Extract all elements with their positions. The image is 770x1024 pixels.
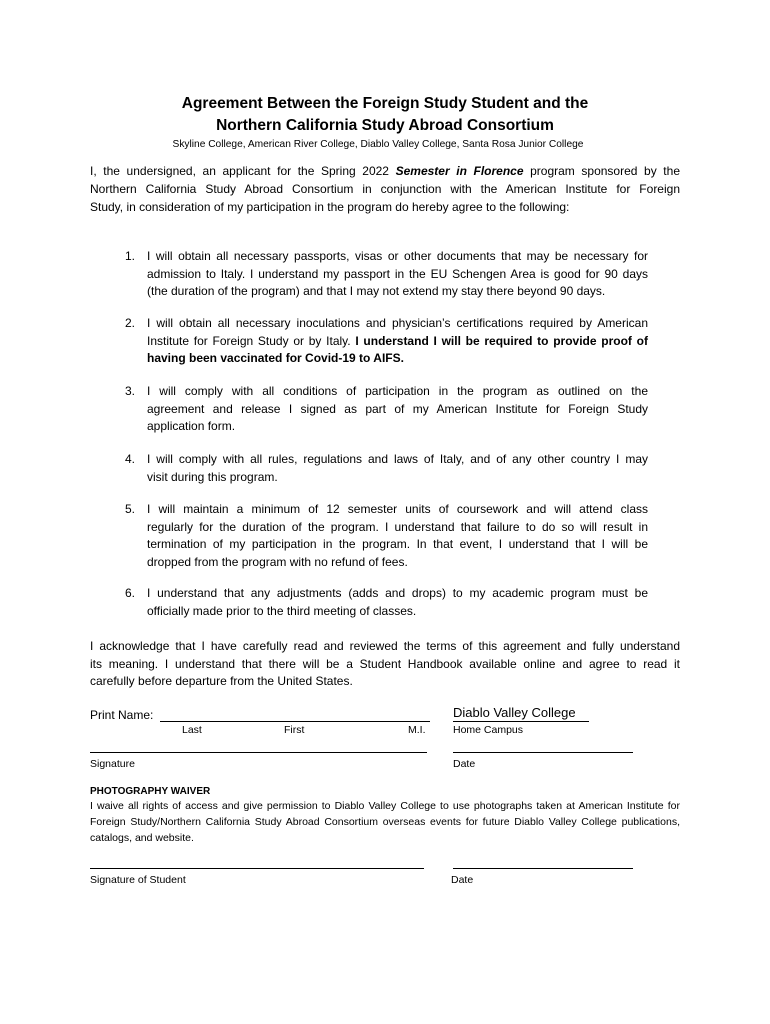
waiver-line: catalogs, and website.: [90, 832, 194, 844]
home-campus-field[interactable]: [453, 705, 589, 722]
item-number: 6.: [125, 586, 136, 600]
acknowledgment-line: carefully before departure from the United States.: [90, 674, 353, 688]
item-text-line: admission to Italy. I understand my passport in the EU Schengen Area is good for 90 days: [147, 266, 648, 281]
student-signature-label: Signature of Student: [90, 874, 186, 886]
item-number: 1.: [125, 249, 136, 263]
item-text-line: application form.: [147, 419, 236, 433]
item-text-line: officially made prior to the third meeting of classes.: [147, 603, 417, 618]
item-text-line: dropped from the program with no refund of fees.: [147, 554, 408, 569]
item-text-line: I will obtain all necessary inoculations and physician’s certifications required by American: [147, 316, 648, 330]
item-text: [147, 451, 648, 486]
waiver-date-label: Date: [451, 874, 474, 886]
item-number: 2.: [125, 316, 136, 330]
student-signature-field[interactable]: [90, 853, 424, 869]
item-number: 4.: [125, 452, 136, 466]
item-text: [147, 383, 648, 436]
waiver-line: I waive all rights of access and give permission to Diablo Valley College to use photographs taken at American Institute for: [90, 800, 680, 812]
acknowledgment-line: I acknowledge that I have carefully read and reviewed the terms of this agreement and fully understand: [90, 639, 680, 653]
list-item: [125, 248, 648, 320]
item-number: 5.: [125, 502, 136, 516]
item-text-line: termination of my participation in the program. In that event, I understand that I will be: [147, 537, 648, 551]
print-name-field[interactable]: [160, 706, 430, 722]
item-text: [147, 248, 648, 301]
item-number: 3.: [125, 384, 136, 398]
waiver-date-field[interactable]: [453, 853, 633, 869]
signature-label: Signature: [90, 758, 135, 770]
item-text-line: I will comply with all rules, regulations and laws of Italy, and of any other country I may: [147, 452, 648, 466]
waiver-line: Foreign Study/Northern California Study Abroad Consortium overseas events for future Diablo Valley College publications,: [90, 816, 680, 828]
item-text-line: (the duration of the program) and that I may not extend my stay there beyond 90 days.: [147, 284, 606, 298]
item-text-line: I will maintain a minimum of 12 semester units of coursework and will attend class: [147, 502, 648, 516]
print-name-label: Print Name:: [90, 708, 154, 722]
intro-paragraph: [90, 162, 680, 216]
item-text-line: I will obtain all necessary passports, visas or other documents that may be necessary for: [147, 249, 648, 263]
acknowledgment-paragraph: [90, 638, 680, 691]
photography-waiver-text: [90, 798, 680, 846]
list-item: [125, 315, 648, 387]
item-text-line: [147, 350, 648, 368]
item-text-segment: Institute for Foreign Study or by Italy.: [147, 333, 356, 348]
home-campus-value: Diablo Valley College: [453, 705, 576, 720]
date-label: Date: [453, 758, 476, 770]
first-name-label: First: [284, 724, 305, 736]
intro-line: [90, 162, 680, 180]
last-name-label: Last: [182, 724, 202, 736]
intro-text: program sponsored by the: [523, 164, 680, 178]
list-item: [125, 383, 648, 455]
intro-text: I, the undersigned, an applicant for the Spring 2022: [90, 164, 396, 178]
date-field[interactable]: [453, 737, 633, 753]
title-line-1: Agreement Between the Foreign Study Student and the: [181, 95, 589, 112]
list-item: [125, 501, 648, 573]
item-text-line: I will comply with all conditions of participation in the program as outlined on the: [147, 384, 648, 398]
item-text-line: visit during this program.: [147, 469, 278, 484]
item-text-emphasis: having been vaccinated for Covid-19 to AIFS.: [147, 351, 404, 365]
item-text-line: agreement and release I signed as part of my American Institute for Foreign Study: [147, 401, 648, 416]
item-text-line: I understand that any adjustments (adds and drops) to my academic program must be: [147, 586, 648, 600]
title-line-2: Northern California Study Abroad Consortium: [216, 117, 554, 134]
document-title: [85, 93, 685, 137]
item-text: [147, 501, 648, 571]
signature-field[interactable]: [90, 737, 427, 753]
item-text: [147, 315, 648, 368]
consortium-colleges: Skyline College, American River College, Diablo Valley College, Santa Rosa Junior College: [172, 139, 584, 150]
intro-line: Study, in consideration of my participation in the program do hereby agree to the following:: [90, 200, 570, 214]
intro-line: Northern California Study Abroad Consortium in conjunction with the American Institute for Foreign: [90, 182, 680, 196]
program-name: Semester in Florence: [395, 164, 524, 178]
item-text-emphasis: I understand I will be required to provide proof of: [355, 333, 648, 348]
photography-waiver-heading: PHOTOGRAPHY WAIVER: [90, 786, 211, 797]
acknowledgment-line: its meaning. I understand that there will be a Student Handbook available online and agree to read it: [90, 656, 680, 671]
item-text: [147, 585, 648, 620]
item-text-line: regularly for the duration of the program. I understand that failure to do so will result in: [147, 519, 648, 534]
middle-initial-label: M.I.: [408, 724, 426, 736]
home-campus-label: Home Campus: [453, 724, 524, 736]
item-text-line: [147, 333, 648, 351]
